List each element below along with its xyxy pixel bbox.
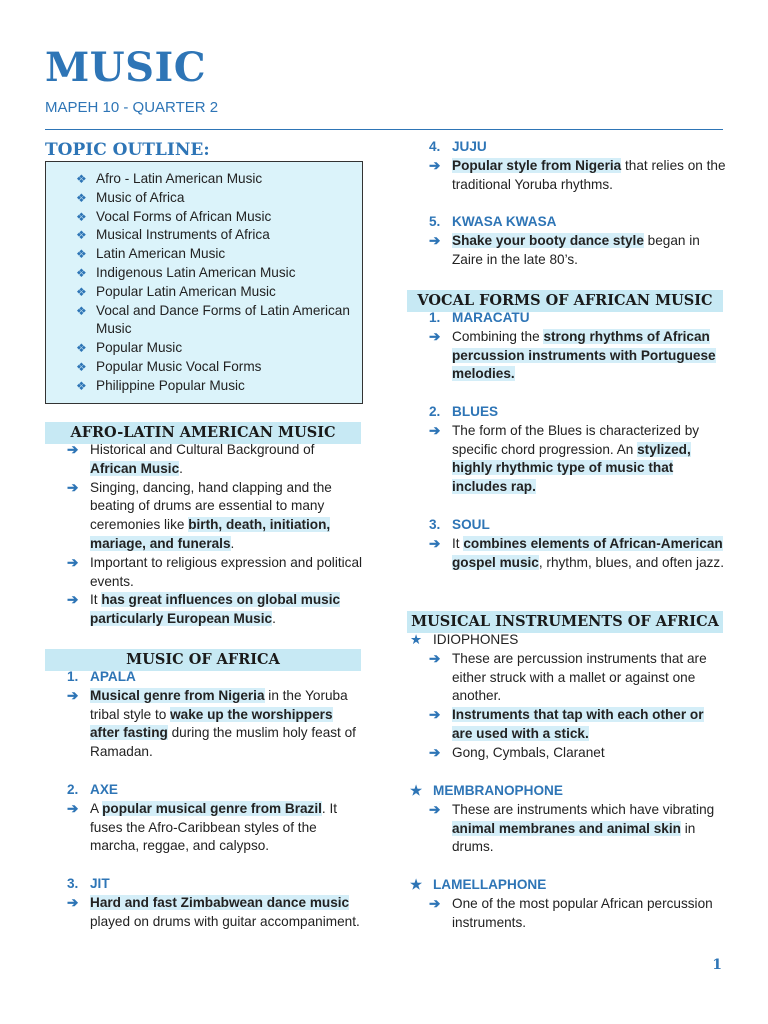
arrow-right-icon: ➔ — [429, 801, 441, 817]
arrow-right-icon: ➔ — [429, 535, 441, 551]
blues-entry — [407, 403, 727, 497]
bullet-item: ➔ Important to religious expression and political events. — [67, 554, 363, 589]
bullet-item: ➔ Instruments that tap with each other or are used with a stick. — [429, 707, 704, 741]
genre-title-apala: 1. APALA — [67, 669, 136, 684]
arrow-right-icon: ➔ — [429, 895, 441, 911]
bullet-item: ➔ These are percussion instruments that are either struck with a mallet or against one another. — [429, 650, 707, 704]
genre-title-soul: 3. SOUL — [429, 517, 490, 532]
maracatu-entry — [407, 309, 727, 384]
afro-latin-section — [45, 441, 365, 629]
diamond-bullet-icon: ❖ — [76, 209, 87, 224]
arrow-right-icon: ➔ — [429, 744, 441, 760]
bullet-item: ➔ A popular musical genre from Brazil. It fuses the Afro-Caribbean styles of the marcha, reggae, and calypso. — [67, 800, 338, 854]
section-heading-music-of-africa: MUSIC OF AFRICA — [45, 649, 361, 671]
bullet-item: ➔ Gong, Cymbals, Claranet — [407, 744, 727, 763]
page-subtitle: MAPEH 10 - QUARTER 2 — [45, 99, 219, 116]
genre-title-blues: 2. BLUES — [429, 404, 499, 419]
diamond-bullet-icon: ❖ — [76, 284, 87, 299]
arrow-right-icon: ➔ — [429, 422, 441, 438]
arrow-right-icon: ➔ — [67, 442, 79, 457]
list-item: ❖ Vocal Forms of African Music — [46, 208, 362, 227]
outline-heading: TOPIC OUTLINE: — [45, 140, 210, 160]
list-item: ❖ Popular Music Vocal Forms — [46, 358, 362, 377]
arrow-right-icon: ➔ — [429, 328, 441, 344]
page-number: 1 — [712, 957, 722, 973]
list-item: ❖ Popular Music — [46, 339, 362, 358]
topic-outline-box — [45, 161, 363, 404]
genre-title-jit: 3. JIT — [67, 876, 110, 891]
bullet-item: ➔ It has great influences on global music particularly European Music. — [67, 592, 341, 627]
list-item: ❖ Music of Africa — [46, 189, 362, 208]
star-icon: ★ — [410, 632, 423, 647]
diamond-bullet-icon: ❖ — [76, 378, 87, 393]
soul-entry — [407, 516, 727, 572]
section-heading-vocal-forms: VOCAL FORMS OF AFRICAN MUSIC — [407, 290, 723, 312]
genre-title-axe: 2. AXE — [67, 782, 118, 797]
bullet-item: ➔ One of the most popular African percussion instruments. — [429, 895, 713, 930]
star-icon: ★ — [410, 877, 423, 892]
genre-title-juju: 4. JUJU — [429, 139, 487, 154]
list-item: ❖ Afro - Latin American Music — [46, 170, 362, 189]
arrow-right-icon: ➔ — [67, 479, 79, 495]
idiophones-entry — [407, 631, 727, 763]
diamond-bullet-icon: ❖ — [76, 341, 87, 356]
instrument-title-idiophones: ★ IDIOPHONES — [407, 631, 727, 650]
list-item: ❖ Indigenous Latin American Music — [46, 264, 362, 283]
kwasa-entry — [407, 213, 727, 269]
star-icon: ★ — [410, 783, 423, 798]
arrow-right-icon: ➔ — [67, 800, 79, 816]
bullet-item: ➔ Shake your booty dance style began in Zaire in the late 80’s. — [429, 232, 700, 267]
diamond-bullet-icon: ❖ — [76, 247, 87, 262]
lamellaphone-entry — [407, 876, 727, 932]
bullet-item: ➔ These are instruments which have vibrating animal membranes and animal skin in drums. — [429, 801, 715, 855]
header-divider — [45, 129, 723, 130]
bullet-item: ➔ Historical and Cultural Background of African Music. — [67, 442, 315, 476]
diamond-bullet-icon: ❖ — [76, 359, 87, 374]
arrow-right-icon: ➔ — [429, 232, 441, 248]
diamond-bullet-icon: ❖ — [76, 172, 87, 186]
arrow-right-icon: ➔ — [429, 707, 441, 723]
apala-entry — [45, 668, 365, 762]
bullet-item: ➔ Singing, dancing, hand clapping and the beating of drums are essential to many ceremonies like birth, death, initiation, mariage, and funerals. — [67, 479, 332, 551]
section-heading-afro-latin: AFRO-LATIN AMERICAN MUSIC — [45, 422, 361, 444]
arrow-right-icon: ➔ — [429, 157, 441, 173]
section-heading-instruments: MUSICAL INSTRUMENTS OF AFRICA — [407, 611, 723, 633]
instrument-title-lamellaphone: ★ LAMELLAPHONE — [407, 876, 727, 895]
list-item: ❖ Philippine Popular Music — [46, 377, 362, 396]
diamond-bullet-icon: ❖ — [76, 190, 87, 205]
genre-title-maracatu: 1. MARACATU — [429, 310, 530, 325]
arrow-right-icon: ➔ — [67, 592, 79, 608]
arrow-right-icon: ➔ — [67, 554, 79, 570]
bullet-item: ➔ Hard and fast Zimbabwean dance music played on drums with guitar accompaniment. — [67, 894, 360, 929]
bullet-item: ➔ Combining the strong rhythms of African percussion instruments with Portuguese melodies. — [429, 328, 716, 382]
list-item: ❖ Latin American Music — [46, 245, 362, 264]
arrow-right-icon: ➔ — [67, 894, 79, 910]
bullet-item: ➔ Musical genre from Nigeria in the Yoruba tribal style to wake up the worshippers after fasting during the muslim holy feast of Ramadan. — [67, 687, 356, 760]
diamond-bullet-icon: ❖ — [76, 228, 87, 243]
arrow-right-icon: ➔ — [429, 650, 441, 666]
membranophone-entry — [407, 782, 727, 857]
diamond-bullet-icon: ❖ — [76, 265, 87, 280]
diamond-bullet-icon: ❖ — [76, 303, 87, 318]
genre-title-kwasa-kwasa: 5. KWASA KWASA — [429, 214, 557, 229]
jit-entry — [45, 875, 365, 931]
list-item: ❖ Musical Instruments of Africa — [46, 226, 362, 245]
bullet-item: ➔ The form of the Blues is characterized by specific chord progression. An stylized, highly rhythmic type of music that includes rap. — [429, 422, 700, 495]
list-item: ❖ Popular Latin American Music — [46, 283, 362, 302]
axe-entry — [45, 781, 365, 856]
juju-entry — [407, 138, 727, 194]
bullet-item: ➔ Popular style from Nigeria that relies on the traditional Yoruba rhythms. — [429, 157, 726, 192]
instrument-title-membranophone: ★ MEMBRANOPHONE — [407, 782, 727, 801]
topic-outline-list — [46, 170, 362, 396]
bullet-item: ➔ It combines elements of African-American gospel music, rhythm, blues, and often jazz. — [429, 535, 724, 570]
arrow-right-icon: ➔ — [67, 687, 79, 703]
page-title: MUSIC — [45, 44, 207, 91]
list-item: ❖ Vocal and Dance Forms of Latin American Music — [76, 302, 350, 337]
